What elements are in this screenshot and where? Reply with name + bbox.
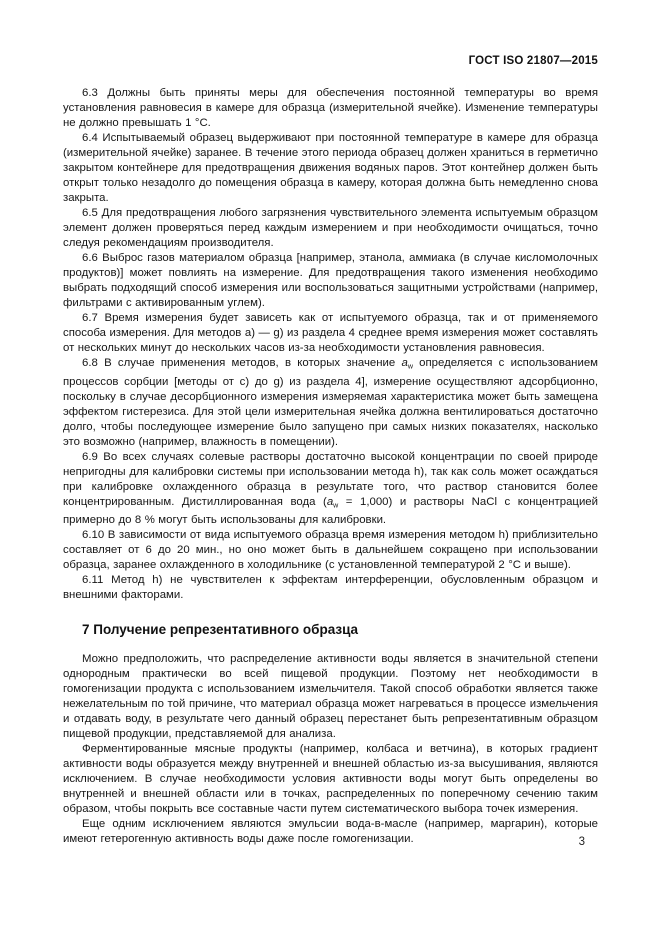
clause-paragraph: 6.11 Метод h) не чувствителен к эффектам интерференции, обусловленным образцом и внешними факторами. bbox=[63, 574, 598, 601]
body-paragraph: Можно предположить, что распределение активности воды является в значительной степени однородным практически во всей пищевой продукции. Поэтому нет необходимости в гомогенизации продукта с использованием измельчителя. Такой способ обработки является также нежелательным по той причине, что материал образца может нагреваться в процессе измельчения и отдавать воду, в результате чего данный образец перестанет быть репрезентативным образцом пищевой продукции, представляемой для анализа. bbox=[63, 653, 598, 740]
clause-paragraph: 6.6 Выброс газов материалом образца [например, этанола, аммиака (в случае кисломолочных продуктов)] может повлиять на измерение. Для предотвращения такого изменения необходимо выбрать подходящий способ измерения или воспользоваться защитными устройствами (например, фильтрами с активированным углем). bbox=[63, 252, 598, 309]
clause-paragraph: 6.7 Время измерения будет зависеть как от испытуемого образца, так и от применяемого способа измерения. Для методов a) — g) из раздела 4 среднее время измерения может составлять от нескольких минут до нескольких часов из-за необходимости установления равновесия. bbox=[63, 312, 598, 354]
body-paragraph: Ферментированные мясные продукты (например, колбаса и ветчина), в которых градиент активности воды образуется между внутренней и внешней областью из-за высушивания, являются исключением. В случае необходимости условия активности воды могут быть определены во внутренней и внешней области или в точках, распределенных по поперечному сечению таким образом, чтобы покрыть все составные части путем систематического выбора точек измерения. bbox=[63, 743, 598, 815]
page-number: 3 bbox=[578, 836, 585, 848]
section-7-paragraphs bbox=[63, 652, 598, 847]
body-paragraph: Еще одним исключением являются эмульсии вода-в-масле (например, маргарин), которые имеют гетерогенную активность воды даже после гомогенизации. bbox=[63, 818, 598, 845]
document-header-standard-number: ГОСТ ISO 21807—2015 bbox=[468, 55, 598, 67]
clause-paragraph: 6.5 Для предотвращения любого загрязнения чувствительного элемента испытуемым образцом элемент должен проверяться перед каждым измерением и при необходимости очищаться, точно следуя рекомендациям производителя. bbox=[63, 207, 598, 249]
document-body bbox=[63, 86, 598, 847]
clause-paragraph: 6.4 Испытываемый образец выдерживают при постоянной температуре в камере для образца (измерительной ячейке) заранее. В течение этого периода образец должен храниться в герметично закрытом контейнере для предотвращения движения водяных паров. Этот контейнер должен быть открыт только незадолго до помещения образца в камеру, которая должна быть немедленно снова закрыта. bbox=[63, 132, 598, 204]
section-7-heading: 7 Получение репрезентативного образца bbox=[82, 622, 359, 637]
clause-paragraph: 6.9 Во всех случаях солевые растворы достаточно высокой концентрации по своей природе непригодны для калибровки системы при использовании метода h), так как соль может осаждаться при калибровке охлажденного образца в результате того, что раствор становится более концентрированным. Дистиллированная вода $(a_w = 1,000)$ и растворы NaCl с концентрацией примерно до 8 % могут быть использованы для калибровки. bbox=[63, 450, 598, 526]
clause-paragraph: 6.8 В случае применения методов, в которых значение $a_w$ определяется с использованием процессов сорбции [методы от c) до g) из раздела 4], измерение осуществляют адсорбционно, поскольку в случае десорбционного измерения измеряемая характеристика может быть замещена эффектом гистерезиса. Для этой цели измерительная ячейка должна вентилироваться достаточно долго, чтобы последующее измерение было запущено при самых низких показателях, насколько это возможно (например, влажность в помещении). bbox=[63, 357, 598, 448]
section-6-clauses bbox=[63, 86, 598, 603]
clause-paragraph: 6.3 Должны быть приняты меры для обеспечения постоянной температуры во время установления равновесия в камере для образца (измерительной ячейке). Изменение температуры не должно превышать 1 °С. bbox=[63, 87, 598, 129]
clause-paragraph: 6.10 В зависимости от вида испытуемого образца время измерения методом h) приблизительно составляет от 6 до 20 мин., но оно может быть в дальнейшем сокращено при использовании образца, заранее охлажденного в холодильнике (с установленной температурой 2 °С и выше). bbox=[63, 529, 598, 571]
